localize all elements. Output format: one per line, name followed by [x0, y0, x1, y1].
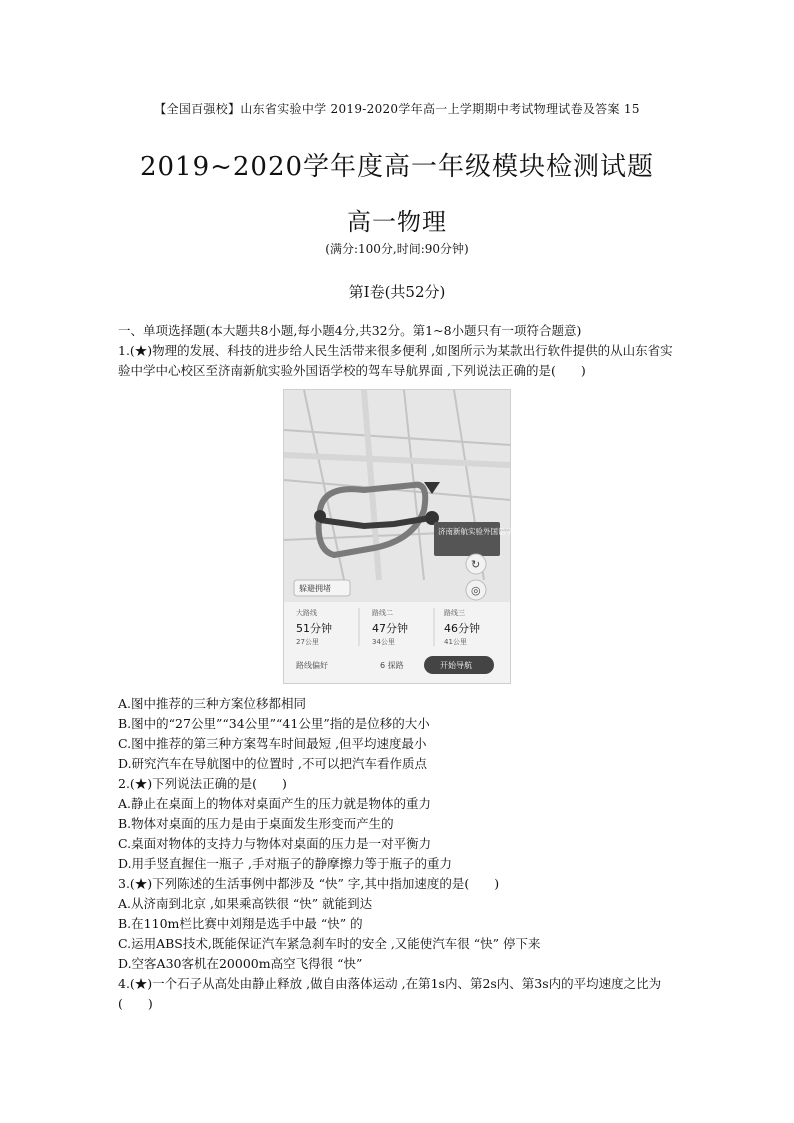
section-heading: 一、单项选择题(本大题共8小题,每小题4分,共32分。第1~8小题只有一项符合题意) [118, 323, 582, 338]
q3-option-b: B.在110m栏比赛中刘翔是选手中最 “快” 的 [118, 916, 363, 931]
score-time-info: (满分:100分,时间:90分钟) [325, 242, 469, 256]
route-1-dist: 27公里 [296, 638, 319, 646]
question-1-block [118, 321, 678, 381]
route-3-dist: 41公里 [444, 638, 467, 646]
navigation-map-figure [283, 389, 521, 684]
route-3-time: 46分钟 [444, 622, 480, 635]
question-1-stem: 1.(★)物理的发展、科技的进步给人民生活带来很多便利 ,如图所示为某款出行软件提供的从山东省实验中学中心校区至济南新航实验外国语学校的驾车导航界面 ,下列说法正确的是( ) [118, 343, 673, 378]
question-4-stem: 4.(★)一个石子从高处由静止释放 ,做自由落体运动 ,在第1s内、第2s内、第3s内的平均速度之比为( ) [118, 976, 662, 1011]
volume-heading: 第Ⅰ卷(共52分) [348, 283, 446, 301]
q2-option-d: D.用手竖直握住一瓶子 ,手对瓶子的静摩擦力等于瓶子的重力 [118, 856, 452, 871]
route-2-dist: 34公里 [372, 638, 395, 646]
route-tab-label: 躲避拥堵 [299, 584, 331, 593]
subject-title: 高一物理 [347, 208, 447, 236]
route-3-label: 路线三 [444, 609, 465, 617]
q1-option-b: B.图中的“27公里”“34公里”“41公里”指的是位移的大小 [118, 716, 430, 731]
question-1-options [118, 694, 678, 1014]
bottom-mid-action[interactable]: 6 探路 [380, 661, 404, 670]
q2-option-b: B.物体对桌面的压力是由于桌面发生形变而产生的 [118, 816, 394, 831]
q3-option-c: C.运用ABS技术,既能保证汽车紧急刹车时的安全 ,又能使汽车很 “快” 停下来 [118, 936, 541, 951]
page-header: 【全国百强校】山东省实验中学 2019-2020学年高一上学期期中考试物理试卷及答案 15 [154, 102, 640, 116]
route-2-label: 路线二 [372, 609, 393, 617]
start-point-icon [314, 510, 326, 522]
exam-title: 2019~2020学年度高一年级模块检测试题 [139, 152, 655, 182]
q1-option-c: C.图中推荐的第三种方案驾车时间最短 ,但平均速度最小 [118, 736, 427, 751]
map-drawing [284, 390, 521, 683]
destination-label: 济南新航实验外国语学校 [438, 527, 521, 536]
bottom-left-action[interactable]: 路线偏好 [296, 661, 328, 670]
q3-option-d: D.空客A30客机在20000m高空飞得很 “快” [118, 956, 363, 971]
q3-option-a: A.从济南到北京 ,如果乘高铁很 “快” 就能到达 [118, 896, 373, 911]
q1-option-a: A.图中推荐的三种方案位移都相同 [118, 696, 307, 711]
svg-text:↻: ↻ [471, 558, 481, 571]
q1-option-d: D.研究汽车在导航图中的位置时 ,不可以把汽车看作质点 [118, 756, 427, 771]
q2-option-a: A.静止在桌面上的物体对桌面产生的压力就是物体的重力 [118, 796, 432, 811]
q2-option-c: C.桌面对物体的支持力与物体对桌面的压力是一对平衡力 [118, 836, 432, 851]
route-1-label: 大路线 [296, 609, 317, 617]
question-2-stem: 2.(★)下列说法正确的是( ) [118, 776, 287, 791]
route-2-time: 47分钟 [372, 622, 408, 635]
start-navigation-label: 开始导航 [440, 661, 472, 670]
route-1-time: 51分钟 [296, 622, 332, 635]
question-3-stem: 3.(★)下列陈述的生活事例中都涉及 “快” 字,其中指加速度的是( ) [118, 876, 500, 891]
svg-text:◎: ◎ [471, 584, 481, 597]
